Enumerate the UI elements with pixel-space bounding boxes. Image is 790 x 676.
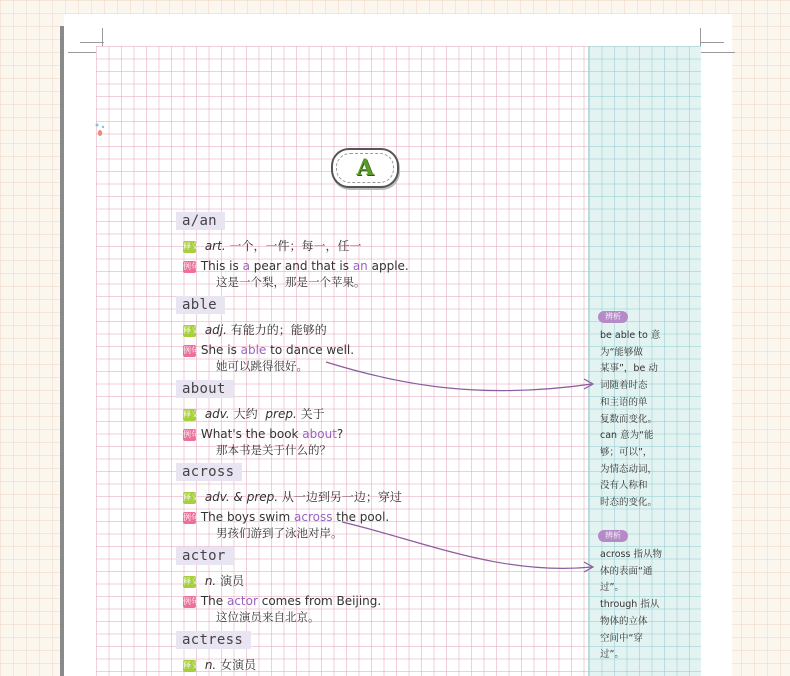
- note-line: across 指从物: [600, 549, 662, 560]
- note-tag: 辨析: [598, 530, 628, 542]
- note-line: 和主语的单: [600, 396, 648, 408]
- entry-word: a/an: [176, 212, 225, 230]
- definition-text: 有能力的；能够的: [230, 323, 327, 337]
- note-line: 空间中“穿: [600, 632, 643, 644]
- part-of-speech: n.: [204, 658, 217, 672]
- example-translation: 她可以跳得很好。: [216, 359, 308, 373]
- highlighted-word: across: [294, 510, 333, 524]
- entry-word: actress: [176, 631, 251, 649]
- example-text: apple.: [367, 259, 409, 273]
- part-of-speech: adj.: [204, 323, 227, 337]
- definition-tag: 释义: [183, 326, 199, 335]
- definition-text: 女演员: [220, 658, 257, 672]
- highlighted-word: an: [352, 259, 368, 273]
- example-text: comes from Beijing.: [257, 594, 382, 608]
- part-of-speech: art.: [204, 239, 226, 253]
- definition-tag: 释义: [183, 493, 199, 502]
- example-text: ?: [336, 427, 344, 441]
- part-of-speech: n.: [204, 574, 217, 588]
- example-text: This is: [200, 259, 243, 273]
- note-line: 物体的立体: [600, 615, 648, 627]
- example-text: the pool.: [332, 510, 390, 524]
- example-translation: 那本书是关于什么的？: [216, 443, 331, 457]
- example-text: The boys swim: [200, 510, 294, 524]
- example-tag: 例句: [183, 430, 199, 439]
- definition-text: 关于: [300, 407, 325, 421]
- note-line: can 意为“能: [600, 430, 654, 442]
- highlighted-word: a: [242, 259, 250, 273]
- example-text: to dance well.: [266, 343, 355, 357]
- example-tag: 例句: [183, 513, 199, 522]
- example-translation: 这位演员来自北京。: [216, 610, 320, 624]
- definition-tag: 释义: [183, 410, 199, 419]
- note-line: 为“能够做: [600, 346, 643, 358]
- example-text: What's the book: [200, 427, 303, 441]
- note-line: 过”。: [600, 649, 624, 661]
- highlighted-word: about: [302, 427, 337, 441]
- entry-word: able: [176, 296, 225, 314]
- note-line: 够；可以”，: [600, 446, 653, 458]
- example-text: She is: [200, 343, 241, 357]
- part-of-speech: adv.: [204, 407, 230, 421]
- connector-arrow-able: [326, 362, 592, 391]
- definition-text: 从一边到另一边；穿过: [281, 490, 402, 504]
- note-line: 复数而变化。: [600, 413, 658, 425]
- definition-tag: 释义: [183, 577, 199, 586]
- definition-tag: 释义: [183, 661, 199, 670]
- definition-text: 大约: [233, 407, 258, 421]
- definition-text: 演员: [220, 574, 245, 588]
- example-translation: 男孩们游到了泳池对岸。: [216, 526, 343, 540]
- entry-word: actor: [176, 547, 234, 565]
- example-tag: 例句: [183, 597, 199, 606]
- note-tag: 辨析: [598, 311, 628, 323]
- example-translation: 这是一个梨，那是一个苹果。: [216, 275, 366, 289]
- note-line: 时态的变化。: [600, 497, 658, 509]
- note-line: through 指从: [600, 599, 660, 611]
- highlighted-word: able: [240, 343, 267, 357]
- example-text: pear and that is: [249, 259, 353, 273]
- highlighted-word: actor: [226, 594, 258, 608]
- example-tag: 例句: [183, 262, 199, 271]
- letter-badge-label: A: [356, 155, 374, 181]
- connector-arrow-across: [342, 522, 592, 568]
- note-line: 为情态动词，: [600, 463, 658, 475]
- part-of-speech: adv. & prep.: [204, 490, 279, 504]
- entry-word: across: [176, 463, 242, 481]
- note-line: 某事”，be 动: [600, 363, 658, 375]
- definition-tag: 释义: [183, 242, 199, 251]
- part-of-speech: prep.: [265, 407, 297, 421]
- example-text: The: [200, 594, 227, 608]
- note-line: 过”。: [600, 582, 624, 594]
- definition-text: 一个，一件；每一，任一: [229, 239, 362, 253]
- example-tag: 例句: [183, 346, 199, 355]
- note-line: 体的表面“通: [600, 565, 653, 577]
- note-line: 词随着时态: [600, 380, 648, 392]
- note-line: be able to 意: [600, 330, 661, 341]
- note-line: 没有人称和: [600, 480, 648, 492]
- entry-word: about: [176, 380, 234, 398]
